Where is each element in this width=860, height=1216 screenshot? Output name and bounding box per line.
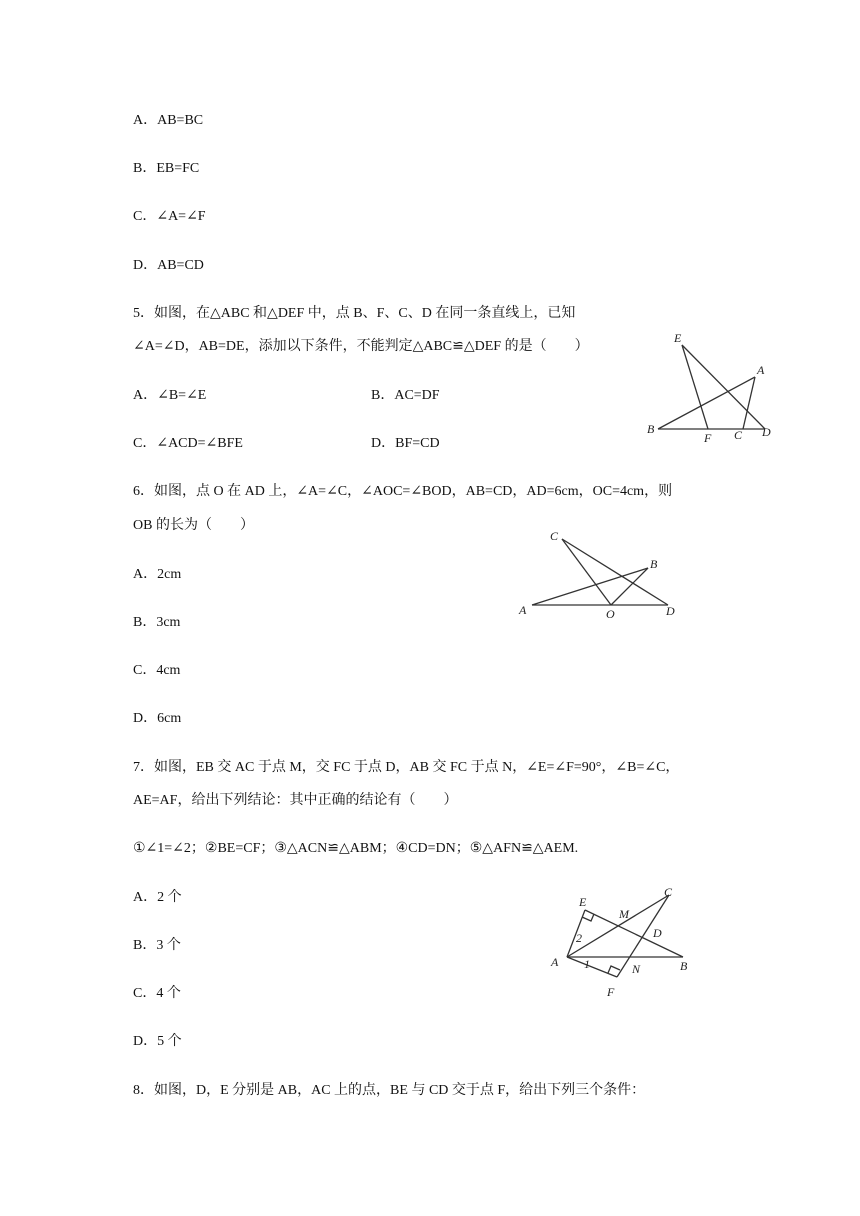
- q6-label-a: A: [519, 603, 527, 617]
- q6-label-c: C: [550, 529, 559, 543]
- q5-option-c: C．∠ACD=∠BFE: [133, 436, 243, 451]
- q7-right-angle-e: [582, 914, 594, 921]
- q6-option-a: A．2cm: [133, 567, 182, 582]
- q7-right-angle-f: [608, 966, 620, 973]
- q5-label-e: E: [674, 331, 682, 345]
- q7-stem-line2: AE=AF，给出下列结论：其中正确的结论有（ ）: [133, 793, 458, 808]
- q6-option-b: B．3cm: [133, 615, 181, 630]
- q5-option-a: A．∠B=∠E: [133, 388, 207, 403]
- q5-label-b: B: [647, 422, 655, 436]
- q7-label-n: N: [632, 962, 641, 976]
- q4-option-c: C．∠A=∠F: [133, 209, 206, 224]
- q7-option-a: A．2 个: [133, 890, 182, 905]
- q5-figure: [640, 325, 790, 450]
- q4-option-b: B．EB=FC: [133, 161, 200, 176]
- q7-conclusions: ①∠1=∠2；②BE=CF；③△ACN≌△ABM；④CD=DN；⑤△AFN≌△AEM.: [133, 841, 579, 856]
- q8-stem-line1: 8．如图，D，E 分别是 AB，AC 上的点，BE 与 CD 交于点 F，给出下列三个条件：: [133, 1083, 646, 1098]
- q6-stem-line1: 6．如图，点 O 在 AD 上，∠A=∠C，∠AOC=∠BOD，AB=CD，AD=6cm，OC=4cm，则: [133, 484, 673, 499]
- q4-option-d: D．AB=CD: [133, 258, 204, 273]
- q6-figure: [510, 522, 690, 622]
- q6-option-c: C．4cm: [133, 663, 181, 678]
- q5-stem-line2: ∠A=∠D，AB=DE，添加以下条件，不能判定△ABC≌△DEF 的是（ ）: [133, 339, 589, 354]
- q7-label-a: A: [551, 955, 559, 969]
- q7-option-c: C．4 个: [133, 986, 181, 1001]
- q7-label-f: F: [607, 985, 615, 999]
- q6-option-d: D．6cm: [133, 711, 182, 726]
- q5-stem-line1: 5．如图，在△ABC 和△DEF 中，点 B、F、C、D 在同一条直线上，已知: [133, 306, 576, 321]
- q7-label-e: E: [579, 895, 587, 909]
- q7-option-b: B．3 个: [133, 938, 181, 953]
- q5-label-d: D: [762, 425, 771, 439]
- q7-label-1: 1: [584, 957, 590, 971]
- q7-figure: [545, 880, 705, 1005]
- q6-segment-co: [562, 539, 611, 605]
- q4-option-a: A．AB=BC: [133, 113, 204, 128]
- q5-segment-ac: [743, 377, 755, 429]
- q7-segment-af: [567, 957, 617, 977]
- q7-label-c: C: [664, 885, 673, 899]
- q7-label-m: M: [619, 907, 629, 921]
- q6-label-d: D: [666, 604, 675, 618]
- q7-label-2: 2: [576, 931, 582, 945]
- q5-option-d: D．BF=CD: [371, 436, 440, 451]
- q6-segment-ab: [532, 568, 648, 605]
- q5-label-f: F: [704, 431, 712, 445]
- q6-label-b: B: [650, 557, 658, 571]
- q5-option-b: B．AC=DF: [371, 388, 440, 403]
- q7-label-d: D: [653, 926, 662, 940]
- q7-label-b: B: [680, 959, 688, 973]
- q7-stem-line1: 7．如图，EB 交 AC 于点 M，交 FC 于点 D，AB 交 FC 于点 N，∠E=∠F=90°，∠B=∠C，: [133, 760, 680, 775]
- q5-label-a: A: [757, 363, 765, 377]
- q6-segment-cd: [562, 539, 668, 605]
- q6-label-o: O: [606, 607, 615, 621]
- q6-stem-line2: OB 的长为（ ）: [133, 518, 254, 533]
- q5-segment-ba: [658, 377, 755, 429]
- q5-label-c: C: [734, 428, 743, 442]
- q7-option-d: D．5 个: [133, 1034, 182, 1049]
